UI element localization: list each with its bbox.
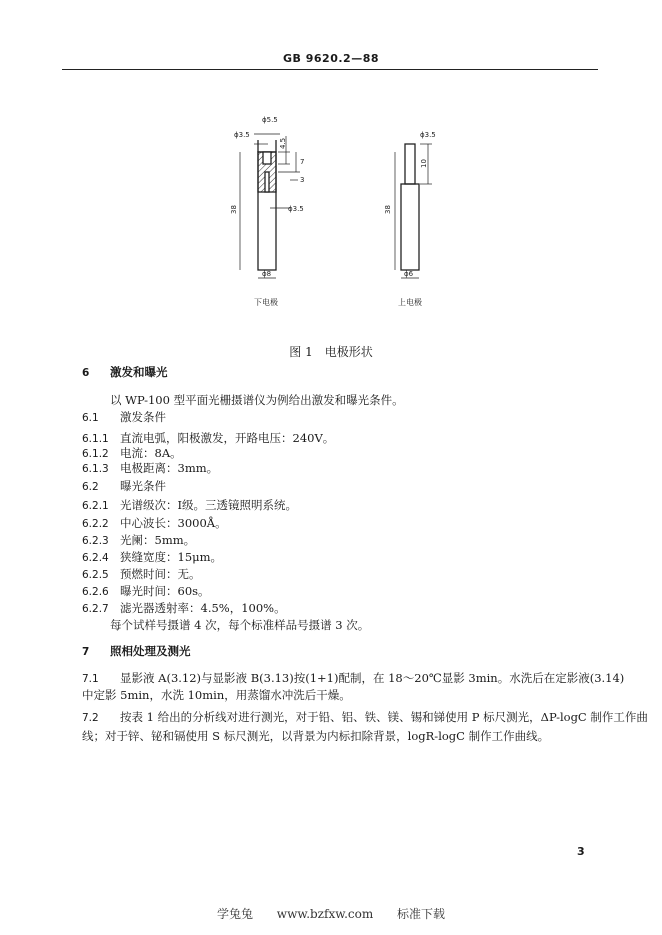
body-line <box>82 688 351 702</box>
clause-text: 滤光器透射率：4.5%，100%。 <box>120 601 286 615</box>
body-line <box>82 710 648 725</box>
lower-d3-label: 3 <box>300 176 305 184</box>
body-line <box>82 567 201 582</box>
upper-electrode-label: 上电极 <box>398 298 422 307</box>
upper-tip-len-label: 10 <box>420 159 428 168</box>
clause-text: 光阑：5mm。 <box>120 533 196 547</box>
clause-text: 激发和曝光 <box>110 365 168 379</box>
clause-number: 6.2.6 <box>82 586 109 598</box>
footer-slogan: 标准下载 <box>397 907 446 921</box>
lower-hole-dia-label: ϕ3.5 <box>234 131 250 139</box>
clause-number: 7.1 <box>82 673 99 685</box>
clause-number: 6.2.1 <box>82 500 109 512</box>
clause-number: 7 <box>82 646 90 658</box>
clause-text: 预燃时间：无。 <box>120 567 201 581</box>
clause-number: 6 <box>82 367 90 379</box>
clause-number: 6.1.2 <box>82 448 109 460</box>
lower-length-label: 38 <box>230 205 238 214</box>
footer-url[interactable]: www.bzfxw.com <box>276 907 374 921</box>
body-line <box>110 618 369 632</box>
body-line <box>82 479 166 494</box>
clause-text: 以 WP-100 型平面光栅摄谱仪为例给出激发和曝光条件。 <box>110 393 404 407</box>
clause-number: 6.1 <box>82 412 99 424</box>
body-line <box>82 431 334 446</box>
body-line <box>82 533 195 548</box>
clause-number: 6.2.4 <box>82 552 109 564</box>
lower-mid-dia-label: ϕ3.5 <box>288 205 304 213</box>
electrode-figure <box>0 0 662 340</box>
clause-number: 6.1.1 <box>82 433 109 445</box>
clause-number: 6.2.3 <box>82 535 109 547</box>
body-line <box>110 393 404 407</box>
clause-text: 线；对于锌、铋和镉使用 S 标尺测光，以背景为内标扣除背景，logR-logC 制作工作曲线。 <box>82 729 550 743</box>
lower-body-dia-label: ϕ8 <box>262 270 272 278</box>
clause-text: 显影液 A(3.12)与显影液 B(3.13)按(1+1)配制，在 18～20℃显影 3min。水洗后在定影液(3.14) <box>120 671 625 685</box>
clause-text: 中定影 5min，水洗 10min，用蒸馏水冲洗后干燥。 <box>82 688 351 702</box>
clause-text: 狭缝宽度：15μm。 <box>120 550 223 564</box>
clause-text: 电流：8A。 <box>120 446 182 460</box>
body-line <box>82 671 624 686</box>
clause-number: 6.2.5 <box>82 569 109 581</box>
clause-text: 直流电弧，阳极激发，开路电压：240V。 <box>120 431 335 445</box>
lower-electrode-label: 下电极 <box>254 298 278 307</box>
clause-text: 照相处理及测光 <box>110 644 191 658</box>
clause-text: 曝光时间：60s。 <box>120 584 210 598</box>
body-line <box>82 516 227 531</box>
page-number: 3 <box>577 845 585 858</box>
body-line <box>82 446 182 461</box>
clause-number: 6.1.3 <box>82 463 109 475</box>
body-line <box>82 729 549 743</box>
clause-text: 曝光条件 <box>120 479 166 493</box>
clause-number: 6.2 <box>82 481 99 493</box>
lower-d1-label: 4.5 <box>279 137 287 149</box>
body-line <box>82 410 166 425</box>
body-line <box>82 550 222 565</box>
clause-text: 激发条件 <box>120 410 166 424</box>
body-line <box>82 584 210 599</box>
body-line <box>82 498 297 513</box>
body-line <box>82 601 286 616</box>
body-line <box>82 365 168 380</box>
clause-number: 6.2.2 <box>82 518 109 530</box>
figure-caption: 图 1 电极形状 <box>289 345 373 359</box>
footer <box>0 905 662 922</box>
clause-number: 7.2 <box>82 712 99 724</box>
clause-text: 每个试样号摄谱 4 次，每个标准样品号摄谱 3 次。 <box>110 618 370 632</box>
lower-d2-label: 7 <box>300 158 305 166</box>
body-line <box>82 461 218 476</box>
upper-top-dia-label: ϕ3.5 <box>420 131 436 139</box>
page-header: GB 9620.2—88 <box>283 52 379 65</box>
footer-site-name: 学兔兔 <box>216 907 253 921</box>
upper-body-dia-label: ϕ6 <box>404 270 414 278</box>
clause-text: 中心波长：3000Å。 <box>120 516 227 530</box>
lower-top-dia-label: ϕ5.5 <box>262 116 278 124</box>
clause-number: 6.2.7 <box>82 603 109 615</box>
clause-text: 光谱级次：Ⅰ级。三透镜照明系统。 <box>120 498 298 512</box>
upper-length-label: 38 <box>384 205 392 214</box>
body-line <box>82 644 191 659</box>
clause-text: 电极距离：3mm。 <box>120 461 219 475</box>
clause-text: 按表 1 给出的分析线对进行测光，对于铅、铝、铁、镁、锡和锑使用 P 标尺测光，ΔP-logC 制作工作曲 <box>120 710 648 724</box>
